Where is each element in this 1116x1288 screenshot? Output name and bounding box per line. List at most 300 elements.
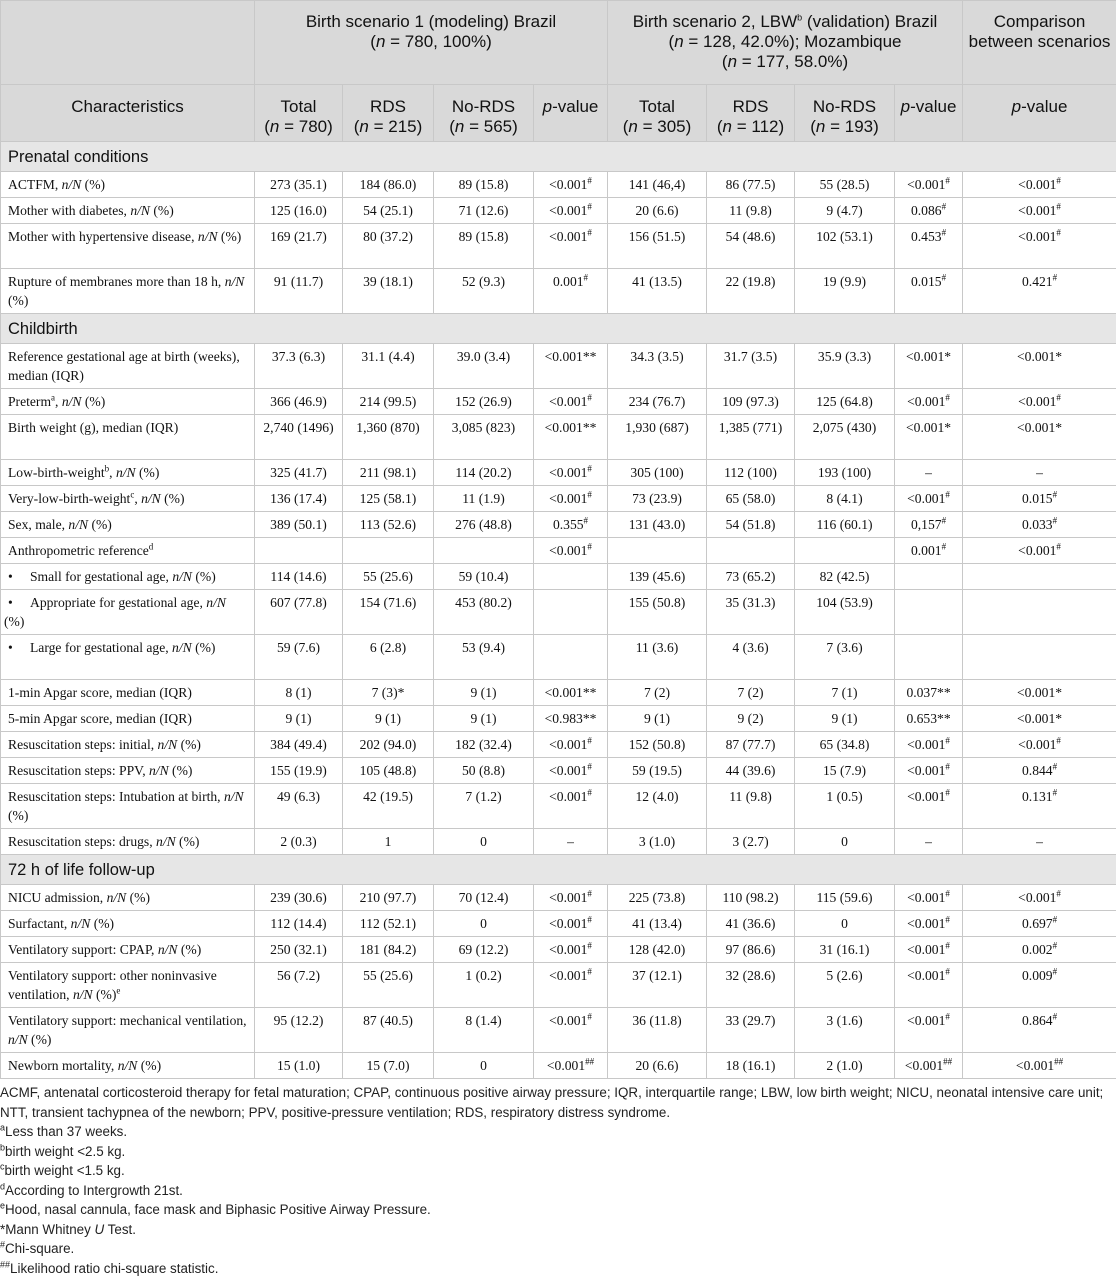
cell-cmp-pvalue: – [963,829,1116,855]
cell-s1-rds: 210 (97.7) [343,885,434,911]
row-label: ACTFM, n/N (%) [1,172,255,198]
cell-s1-nords: 1 (0.2) [434,963,534,1008]
cell-s1-rds: 1 [343,829,434,855]
cell-s2-nords: 9 (4.7) [795,198,895,224]
footnote-e: $^e$Hood, nasal cannula, face mask and Biphasic Positive Airway Pressure. [0,1200,431,1217]
cell-s2-nords: 19 (9.9) [795,269,895,314]
cell-s2-rds: 32 (28.6) [707,963,795,1008]
cell-s2-nords: 102 (53.1) [795,224,895,269]
section-prenatal [1,142,1116,172]
cell-cmp-pvalue: <0.001* [963,344,1116,389]
cell-s2-total: 11 (3.6) [608,635,707,680]
cell-s1-nords: 53 (9.4) [434,635,534,680]
cell-s2-total: 128 (42.0) [608,937,707,963]
table-footnotes [0,1079,1116,1278]
cell-s1-rds: 9 (1) [343,706,434,732]
cell-s2-pvalue: <0.001* [895,415,963,460]
cell-s1-rds: 154 (71.6) [343,590,434,635]
table-row [1,732,1116,758]
cell-s2-pvalue: <0.001# [895,1008,963,1053]
cell-s2-total [608,538,707,564]
cell-s1-total: 112 (14.4) [255,911,343,937]
cell-s2-rds: 7 (2) [707,680,795,706]
cell-s2-rds: 86 (77.5) [707,172,795,198]
table-row [1,1053,1116,1079]
cell-s1-nords: 52 (9.3) [434,269,534,314]
cell-s2-total: 156 (51.5) [608,224,707,269]
cell-s1-rds: 55 (25.6) [343,564,434,590]
section-title: Childbirth [1,314,1116,344]
cell-s2-rds: 31.7 (3.5) [707,344,795,389]
header-row-columns [1,85,1116,142]
cell-s2-total: 12 (4.0) [608,784,707,829]
cell-s1-nords: 0 [434,1053,534,1079]
header-cmp-pvalue: p-value [963,85,1116,142]
cell-s1-nords: 39.0 (3.4) [434,344,534,389]
cell-s1-total: 607 (77.8) [255,590,343,635]
header-s1-pvalue: p-value [534,85,608,142]
cell-s2-pvalue: <0.001# [895,486,963,512]
cell-s1-rds: 31.1 (4.4) [343,344,434,389]
cell-s2-total: 59 (19.5) [608,758,707,784]
row-label: Newborn mortality, n/N (%) [1,1053,255,1079]
cell-s2-nords: 125 (64.8) [795,389,895,415]
cell-cmp-pvalue: 0.009# [963,963,1116,1008]
table-row [1,963,1116,1008]
table-row [1,590,1116,635]
cell-s1-pvalue: <0.983** [534,706,608,732]
cell-cmp-pvalue: 0.421# [963,269,1116,314]
cell-s2-pvalue: 0.086# [895,198,963,224]
cell-s1-pvalue: 0.355# [534,512,608,538]
cell-s2-nords: 31 (16.1) [795,937,895,963]
cell-s2-total: 141 (46,4) [608,172,707,198]
cell-s1-nords: 114 (20.2) [434,460,534,486]
cell-s2-total: 73 (23.9) [608,486,707,512]
header-s1-total: Total (n = 780) [255,85,343,142]
cell-cmp-pvalue: <0.001* [963,680,1116,706]
cell-s1-total: 366 (46.9) [255,389,343,415]
table-row [1,635,1116,680]
cell-s1-rds: 54 (25.1) [343,198,434,224]
footnote-double-hash: ##Likelihood ratio chi-square statistic. [0,1259,219,1276]
cell-s2-total: 37 (12.1) [608,963,707,1008]
table-row [1,784,1116,829]
cell-cmp-pvalue [963,590,1116,635]
footnote-star: *Mann Whitney U Test. [0,1221,136,1237]
cell-cmp-pvalue: <0.001* [963,706,1116,732]
cell-s1-total [255,538,343,564]
row-label: Resuscitation steps: PPV, n/N (%) [1,758,255,784]
header-scenario-1: Birth scenario 1 (modeling) Brazil (n = 780, 100%) [255,1,608,85]
row-label: Ventilatory support: other noninvasive ventilation, n/N (%)$^e$ [1,963,255,1008]
cell-s2-total: 3 (1.0) [608,829,707,855]
cell-s2-nords: 0 [795,829,895,855]
cell-s1-pvalue: <0.001# [534,885,608,911]
cell-s1-nords: 89 (15.8) [434,224,534,269]
header-s2-pvalue: p-value [895,85,963,142]
cell-s2-nords: 9 (1) [795,706,895,732]
bullet-icon: • [8,640,13,655]
cell-s1-rds: 181 (84.2) [343,937,434,963]
cell-s1-pvalue: <0.001# [534,389,608,415]
cell-s2-rds: 3 (2.7) [707,829,795,855]
cell-cmp-pvalue: <0.001# [963,732,1116,758]
cell-cmp-pvalue: <0.001# [963,885,1116,911]
row-label: Resuscitation steps: drugs, n/N (%) [1,829,255,855]
table-row [1,911,1116,937]
section-childbirth [1,314,1116,344]
cell-cmp-pvalue: 0.697# [963,911,1116,937]
cell-s2-pvalue [895,590,963,635]
row-label: Anthropometric reference$^d$ [1,538,255,564]
cell-s1-rds: 15 (7.0) [343,1053,434,1079]
cell-s2-total: 225 (73.8) [608,885,707,911]
cell-s2-pvalue: 0.037** [895,680,963,706]
header-s2-rds: RDS (n = 112) [707,85,795,142]
cell-s2-nords: 15 (7.9) [795,758,895,784]
cell-s1-pvalue: <0.001# [534,198,608,224]
cell-cmp-pvalue: <0.001# [963,224,1116,269]
cell-s1-nords: 0 [434,911,534,937]
cell-s1-pvalue: <0.001## [534,1053,608,1079]
row-label: Birth weight (g), median (IQR) [1,415,255,460]
cell-s2-rds [707,538,795,564]
cell-s2-pvalue [895,564,963,590]
cell-s2-pvalue [895,635,963,680]
cell-s1-total: 384 (49.4) [255,732,343,758]
row-label: Ventilatory support: CPAP, n/N (%) [1,937,255,963]
cell-s2-total: 155 (50.8) [608,590,707,635]
cell-s1-pvalue: <0.001# [534,963,608,1008]
cell-s2-nords: 115 (59.6) [795,885,895,911]
cell-s1-pvalue: <0.001# [534,758,608,784]
cell-s2-nords [795,538,895,564]
cell-s1-nords: 182 (32.4) [434,732,534,758]
cell-cmp-pvalue: 0.131# [963,784,1116,829]
cell-s2-pvalue: <0.001# [895,758,963,784]
cell-s2-total: 20 (6.6) [608,198,707,224]
cell-s2-rds: 35 (31.3) [707,590,795,635]
cell-s1-nords: 3,085 (823) [434,415,534,460]
cell-s2-rds: 11 (9.8) [707,198,795,224]
cell-s1-pvalue [534,564,608,590]
cell-s1-total: 2,740 (1496) [255,415,343,460]
cell-s1-total: 325 (41.7) [255,460,343,486]
cell-s1-nords: 276 (48.8) [434,512,534,538]
row-label: • Small for gestational age, n/N (%) [1,564,255,590]
header-empty [1,1,255,85]
cell-cmp-pvalue [963,564,1116,590]
cell-s2-rds: 18 (16.1) [707,1053,795,1079]
cell-s2-nords: 5 (2.6) [795,963,895,1008]
cell-s1-total: 389 (50.1) [255,512,343,538]
table-row [1,538,1116,564]
cell-s1-total: 239 (30.6) [255,885,343,911]
cell-s1-rds: 113 (52.6) [343,512,434,538]
cell-s2-nords: 8 (4.1) [795,486,895,512]
cell-s1-nords: 152 (26.9) [434,389,534,415]
cell-s1-rds: 7 (3)* [343,680,434,706]
cell-s1-pvalue: – [534,829,608,855]
cell-s2-total: 41 (13.5) [608,269,707,314]
cell-s2-pvalue: 0,157# [895,512,963,538]
cell-s1-total: 9 (1) [255,706,343,732]
cell-s2-nords: 3 (1.6) [795,1008,895,1053]
footnote-a: $^a$Less than 37 weeks. [0,1122,128,1139]
cell-s2-total: 9 (1) [608,706,707,732]
row-label: Preterm$^a$, n/N (%) [1,389,255,415]
cell-s1-pvalue: <0.001# [534,1008,608,1053]
row-label: Resuscitation steps: initial, n/N (%) [1,732,255,758]
cell-s2-total: 152 (50.8) [608,732,707,758]
row-label: Ventilatory support: mechanical ventilation, n/N (%) [1,1008,255,1053]
cell-s2-pvalue: <0.001# [895,937,963,963]
cell-s1-pvalue [534,635,608,680]
cell-s1-pvalue: <0.001** [534,415,608,460]
cell-s1-rds: 202 (94.0) [343,732,434,758]
cell-s1-rds: 125 (58.1) [343,486,434,512]
cell-s1-rds [343,538,434,564]
cell-cmp-pvalue: – [963,460,1116,486]
cell-s1-nords: 50 (8.8) [434,758,534,784]
cell-cmp-pvalue: 0.844# [963,758,1116,784]
cell-s2-pvalue: <0.001# [895,885,963,911]
cell-s2-rds: 97 (86.6) [707,937,795,963]
cell-s2-total: 139 (45.6) [608,564,707,590]
header-s2-total: Total (n = 305) [608,85,707,142]
cell-s2-rds: 109 (97.3) [707,389,795,415]
cell-s2-nords: 2,075 (430) [795,415,895,460]
cell-s1-total: 8 (1) [255,680,343,706]
cell-s1-nords: 69 (12.2) [434,937,534,963]
cell-s1-rds: 214 (99.5) [343,389,434,415]
cell-s1-rds: 87 (40.5) [343,1008,434,1053]
table-row [1,460,1116,486]
cell-s1-pvalue: <0.001# [534,937,608,963]
cell-s2-rds: 110 (98.2) [707,885,795,911]
row-label: Low-birth-weight$^b$, n/N (%) [1,460,255,486]
row-label: Mother with diabetes, n/N (%) [1,198,255,224]
table-row [1,269,1116,314]
row-label: Sex, male, n/N (%) [1,512,255,538]
cell-s1-pvalue: <0.001# [534,538,608,564]
table-row [1,937,1116,963]
footnote-abbreviations: ACMF, antenatal corticosteroid therapy for fetal maturation; CPAP, continuous positive airway pressure; IQR, interquartile range; LBW, low birth weight; NICU, neonatal intensive care unit; NTT, transient tachypnea of the newborn; PPV, positive-pressure ventilation; RDS, respiratory distress syndrome. [0,1085,1104,1120]
cell-s1-pvalue [534,590,608,635]
cell-cmp-pvalue: <0.001## [963,1053,1116,1079]
cell-s1-total: 56 (7.2) [255,963,343,1008]
cell-s1-nords: 7 (1.2) [434,784,534,829]
cell-cmp-pvalue: <0.001# [963,389,1116,415]
cell-s1-nords [434,538,534,564]
section-title: Prenatal conditions [1,142,1116,172]
table-row [1,389,1116,415]
cell-s1-nords: 0 [434,829,534,855]
footnote-d: $^d$According to Intergrowth 21st. [0,1181,183,1198]
cell-s2-pvalue: <0.001# [895,963,963,1008]
cell-s1-total: 273 (35.1) [255,172,343,198]
cell-s1-pvalue: <0.001** [534,680,608,706]
cell-s1-nords: 453 (80.2) [434,590,534,635]
row-label: • Large for gestational age, n/N (%) [1,635,255,680]
row-label: Very-low-birth-weight$^c$, n/N (%) [1,486,255,512]
header-scenario-2: Birth scenario 2, LBW$^b$ (validation) Brazil (n = 128, 42.0%); Mozambique (n = 177, 58.0%) [608,1,963,85]
row-label: Resuscitation steps: Intubation at birth, n/N (%) [1,784,255,829]
cell-cmp-pvalue: <0.001# [963,172,1116,198]
cell-s1-rds: 211 (98.1) [343,460,434,486]
cell-s1-total: 114 (14.6) [255,564,343,590]
cell-s1-rds: 112 (52.1) [343,911,434,937]
cell-s2-pvalue: <0.001## [895,1053,963,1079]
cell-s1-pvalue: <0.001# [534,224,608,269]
cell-s1-pvalue: <0.001# [534,460,608,486]
footnote-b: $^b$birth weight <2.5 kg. [0,1142,126,1159]
cell-s2-nords: 193 (100) [795,460,895,486]
cell-s2-rds: 1,385 (771) [707,415,795,460]
cell-s2-pvalue: 0.015# [895,269,963,314]
cell-s2-rds: 41 (36.6) [707,911,795,937]
row-label: Mother with hypertensive disease, n/N (%) [1,224,255,269]
cell-s1-nords: 9 (1) [434,706,534,732]
header-characteristics: Characteristics [1,85,255,142]
section-title: 72 h of life follow-up [1,855,1116,885]
cell-s2-nords: 35.9 (3.3) [795,344,895,389]
cell-s2-total: 20 (6.6) [608,1053,707,1079]
cell-s1-total: 49 (6.3) [255,784,343,829]
cell-s1-pvalue: <0.001# [534,732,608,758]
table-row [1,224,1116,269]
cell-s1-total: 169 (21.7) [255,224,343,269]
cell-s1-total: 155 (19.9) [255,758,343,784]
table-row [1,758,1116,784]
footnote-c: $^c$birth weight <1.5 kg. [0,1161,125,1178]
cell-s2-nords: 0 [795,911,895,937]
cell-s1-total: 15 (1.0) [255,1053,343,1079]
table-row [1,885,1116,911]
cell-s2-nords: 104 (53.9) [795,590,895,635]
cell-s1-total: 2 (0.3) [255,829,343,855]
table-row [1,564,1116,590]
row-label: Surfactant, n/N (%) [1,911,255,937]
cell-s2-total: 36 (11.8) [608,1008,707,1053]
table-row [1,706,1116,732]
header-comparison: Comparison between scenarios [963,1,1116,85]
cell-s2-pvalue: 0.001# [895,538,963,564]
cell-s2-rds: 54 (48.6) [707,224,795,269]
table-row [1,512,1116,538]
cell-cmp-pvalue: 0.002# [963,937,1116,963]
cell-cmp-pvalue: 0.033# [963,512,1116,538]
cell-s2-rds: 11 (9.8) [707,784,795,829]
header-s1-nords: No-RDS (n = 565) [434,85,534,142]
cell-s2-nords: 1 (0.5) [795,784,895,829]
cell-s1-pvalue: <0.001# [534,486,608,512]
header-s2-nords: No-RDS (n = 193) [795,85,895,142]
cell-cmp-pvalue: <0.001* [963,415,1116,460]
cell-s2-total: 34.3 (3.5) [608,344,707,389]
cell-s2-pvalue: <0.001* [895,344,963,389]
bullet-icon: • [8,569,13,584]
row-label: NICU admission, n/N (%) [1,885,255,911]
cell-s1-nords: 8 (1.4) [434,1008,534,1053]
cell-s2-total: 305 (100) [608,460,707,486]
header-s1-rds: RDS (n = 215) [343,85,434,142]
cell-s2-nords: 7 (3.6) [795,635,895,680]
cell-s2-rds: 9 (2) [707,706,795,732]
row-label: Rupture of membranes more than 18 h, n/N (%) [1,269,255,314]
cell-s2-nords: 55 (28.5) [795,172,895,198]
cell-cmp-pvalue: <0.001# [963,198,1116,224]
cell-s2-nords: 65 (34.8) [795,732,895,758]
cell-s1-pvalue: <0.001# [534,784,608,829]
cell-s2-nords: 82 (42.5) [795,564,895,590]
cell-s1-total: 59 (7.6) [255,635,343,680]
cell-s1-total: 136 (17.4) [255,486,343,512]
cell-s1-rds: 6 (2.8) [343,635,434,680]
footnote-hash: #Chi-square. [0,1239,75,1256]
table-row [1,172,1116,198]
cell-s1-pvalue: <0.001# [534,911,608,937]
cell-s1-pvalue: <0.001# [534,172,608,198]
cell-s2-pvalue: – [895,829,963,855]
header-row-groups [1,1,1116,85]
row-label: Reference gestational age at birth (weeks), median (IQR) [1,344,255,389]
cell-s2-total: 131 (43.0) [608,512,707,538]
cell-s1-rds: 39 (18.1) [343,269,434,314]
cell-s2-pvalue: <0.001# [895,389,963,415]
cell-s1-rds: 1,360 (870) [343,415,434,460]
table-row [1,415,1116,460]
cell-s2-total: 7 (2) [608,680,707,706]
cell-s2-pvalue: <0.001# [895,172,963,198]
table-row [1,344,1116,389]
cell-s1-pvalue: 0.001# [534,269,608,314]
cell-s2-pvalue: – [895,460,963,486]
cell-s2-pvalue: 0.453# [895,224,963,269]
cell-cmp-pvalue: 0.015# [963,486,1116,512]
cell-s1-rds: 55 (25.6) [343,963,434,1008]
cell-s2-rds: 54 (51.8) [707,512,795,538]
cell-cmp-pvalue: <0.001# [963,538,1116,564]
cell-s2-pvalue: <0.001# [895,784,963,829]
cell-s2-rds: 22 (19.8) [707,269,795,314]
cell-s1-total: 95 (12.2) [255,1008,343,1053]
cell-s2-total: 41 (13.4) [608,911,707,937]
cell-s2-rds: 87 (77.7) [707,732,795,758]
cell-s2-total: 1,930 (687) [608,415,707,460]
cell-s2-pvalue: <0.001# [895,911,963,937]
cell-s1-rds: 105 (48.8) [343,758,434,784]
cell-s1-pvalue: <0.001** [534,344,608,389]
row-label: 5-min Apgar score, median (IQR) [1,706,255,732]
row-label: 1-min Apgar score, median (IQR) [1,680,255,706]
cell-s1-rds: 42 (19.5) [343,784,434,829]
cell-s2-nords: 7 (1) [795,680,895,706]
table-row [1,680,1116,706]
cell-s2-rds: 73 (65.2) [707,564,795,590]
cell-s1-nords: 70 (12.4) [434,885,534,911]
cell-s2-nords: 2 (1.0) [795,1053,895,1079]
cell-s1-total: 91 (11.7) [255,269,343,314]
cell-s1-total: 125 (16.0) [255,198,343,224]
cell-s2-rds: 44 (39.6) [707,758,795,784]
table-row [1,486,1116,512]
cell-cmp-pvalue: 0.864# [963,1008,1116,1053]
table-row [1,198,1116,224]
cell-s1-rds: 184 (86.0) [343,172,434,198]
cell-s1-nords: 9 (1) [434,680,534,706]
